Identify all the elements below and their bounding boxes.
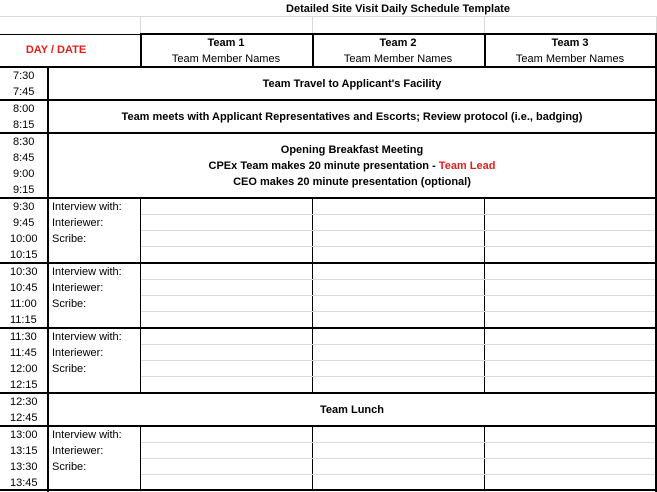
gridline <box>141 344 655 345</box>
time-label: 13:45 <box>10 477 38 489</box>
gridline <box>141 442 655 443</box>
interview-with-label: Interview with: <box>52 331 122 343</box>
meet-block-text: Team meets with Applicant Representatives and Escorts; Review protocol (i.e., badging) <box>121 111 583 123</box>
team-lead-highlight: Team Lead <box>438 160 496 172</box>
interviewer-label: Interiewer: <box>52 347 104 359</box>
time-label: 9:00 <box>13 168 35 180</box>
table-border <box>0 99 657 101</box>
time-label: 8:00 <box>13 103 35 115</box>
travel-block-text: Team Travel to Applicant's Facility <box>262 78 442 90</box>
team-2-header: Team 2 <box>379 37 417 49</box>
time-label: 9:45 <box>13 217 35 229</box>
interviewer-label: Interiewer: <box>52 282 104 294</box>
gridline <box>141 295 655 296</box>
time-label: 7:45 <box>13 86 35 98</box>
table-border <box>140 33 142 67</box>
lunch-block-text: Team Lunch <box>320 404 384 416</box>
gridline <box>141 360 655 361</box>
table-border <box>484 33 486 67</box>
table-border <box>0 66 657 68</box>
table-border <box>0 34 140 35</box>
table-border <box>0 262 657 264</box>
time-label: 13:00 <box>10 429 38 441</box>
scribe-label: Scribe: <box>52 298 87 310</box>
table-border <box>0 132 657 134</box>
time-label: 8:45 <box>13 152 35 164</box>
gridline <box>141 230 655 231</box>
time-label: 7:30 <box>13 70 35 82</box>
time-label: 10:00 <box>10 233 38 245</box>
interviewer-label: Interiewer: <box>52 217 104 229</box>
interview-with-label: Interview with: <box>52 266 122 278</box>
time-label: 8:15 <box>13 119 35 131</box>
time-label: 12:30 <box>10 396 38 408</box>
team-1-members: Team Member Names <box>171 53 281 65</box>
day-date-header: DAY / DATE <box>25 44 87 56</box>
time-label: 8:30 <box>13 136 35 148</box>
breakfast-line-2-text: CPEx Team makes 20 minute presentation - <box>208 160 439 172</box>
time-label: 11:45 <box>10 347 37 359</box>
gridline <box>140 16 141 34</box>
scribe-label: Scribe: <box>52 363 87 375</box>
time-label: 12:15 <box>10 379 38 391</box>
time-label: 9:30 <box>13 201 35 213</box>
table-border <box>0 392 657 394</box>
time-label: 10:30 <box>10 266 38 278</box>
team-1-header: Team 1 <box>207 37 245 49</box>
interviewer-label: Interiewer: <box>52 445 104 457</box>
table-border <box>0 327 657 329</box>
team-3-header: Team 3 <box>551 37 589 49</box>
time-label: 10:15 <box>10 249 38 261</box>
scribe-label: Scribe: <box>52 461 87 473</box>
gridline <box>141 311 655 312</box>
time-label: 11:15 <box>10 314 37 326</box>
table-border <box>0 197 657 199</box>
gridline <box>141 279 655 280</box>
gridline <box>484 16 485 34</box>
time-label: 11:30 <box>10 331 37 343</box>
time-label: 11:00 <box>10 298 37 310</box>
gridline <box>141 474 655 475</box>
table-border <box>0 425 657 427</box>
time-label: 13:30 <box>10 461 38 473</box>
interview-with-label: Interview with: <box>52 201 122 213</box>
page-title: Detailed Site Visit Daily Schedule Template <box>286 3 510 15</box>
breakfast-line-2 <box>48 158 656 174</box>
table-border <box>312 33 314 67</box>
table-border <box>0 489 657 491</box>
gridline <box>141 246 655 247</box>
time-label: 12:00 <box>10 363 38 375</box>
breakfast-line-1: Opening Breakfast Meeting <box>280 144 424 156</box>
time-label: 12:45 <box>10 412 38 424</box>
time-label: 13:15 <box>10 445 38 457</box>
gridline <box>141 376 655 377</box>
gridline <box>141 458 655 459</box>
table-border <box>140 33 657 35</box>
interview-with-label: Interview with: <box>52 429 122 441</box>
team-2-members: Team Member Names <box>343 53 453 65</box>
time-label: 10:45 <box>10 282 38 294</box>
scribe-label: Scribe: <box>52 233 87 245</box>
gridline <box>0 16 657 17</box>
gridline <box>141 214 655 215</box>
time-label: 9:15 <box>13 184 35 196</box>
table-border <box>47 66 49 492</box>
team-3-members: Team Member Names <box>515 53 625 65</box>
gridline <box>312 16 313 34</box>
breakfast-line-3: CEO makes 20 minute presentation (optional) <box>233 176 471 188</box>
